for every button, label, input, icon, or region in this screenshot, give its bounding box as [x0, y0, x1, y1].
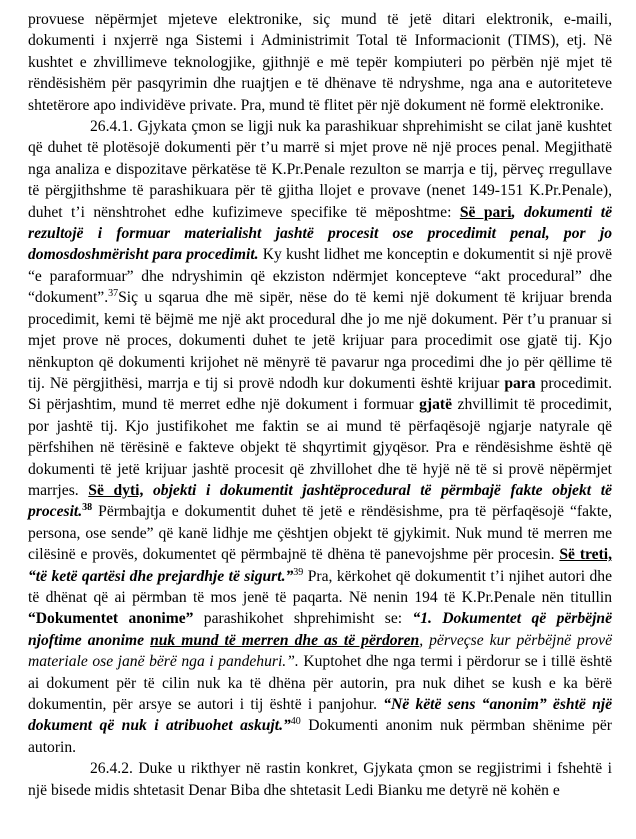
text-run: 26.4.2. Duke u rikthyer në rastin konkret, Gjykata çmon se regjistrimi i fshehtë i një bisede midis shtetasit Denar Biba dhe shtetasit Ledi Bianku me detyrë në kohën e: [28, 760, 612, 799]
emphasis-first-condition-text: , dokumenti të rezultojë i formuar materialisht jashtë procesit ose procedimit penal, por jo domosdoshmërisht para procedimit.: [28, 203, 612, 264]
quote-article-194: “1. Dokumentet që përbëjnë njoftime anonime: [28, 610, 612, 649]
footnote-ref-39[interactable]: 39: [293, 566, 304, 578]
emphasis-third-condition-text: “të ketë qartësi dhe prejardhje të sigurt.”: [28, 567, 294, 585]
emphasis-third-condition: Së treti,: [559, 546, 613, 564]
emphasis-gjate: gjatë: [419, 396, 452, 414]
quote-anonymous-definition: “Në këtë sens “anonim” është një dokument që nuk i atribuohet askujt.”: [28, 696, 612, 735]
quote-comma: ,: [419, 631, 424, 649]
text-run: procedimit. Si përjashtim, mund të merret edhe një dokument i formuar: [28, 374, 612, 414]
emphasis-article-title: “Dokumentet anonime”: [28, 610, 194, 628]
text-run: Siç u sqarua dhe më sipër, nëse do të kemi një dokument të krijuar brenda procedimit, kemi të bëjmë me një akt procedural dhe jo me një dokument. Për t’u pranuar si mjet prove në proces, dokumenti duhet te jetë krijuar para procedimit ose gjatë tij. Kjo nënkupton që dokumenti krijohet në mënyrë të pavarur nga procedimi dhe jo për qëllime të tij. Në përgjithësi, marrja e tij si provë ndodh kur dokumenti është krijuar: [28, 289, 612, 392]
text-run: parashikohet shprehimisht se:: [193, 610, 413, 628]
footnote-ref-37[interactable]: 37: [108, 288, 119, 300]
text-run: 26.4.1. Gjykata çmon se ligji nuk ka parashikuar shprehimisht se cilat janë kushtet që duhet të plotësojë dokumenti për t’u marrë si mjet prove në një proces penal. Megjithatë nga analiza e dispozitave përkatëse të K.Pr.Penale rezulton se marrja e tij, përveç rregullave të përgjithshme të parashikuara për të gjitha llojet e provave (nenet 149-151 K.Pr.Penale), duhet t’i nënshtrohet edhe kufizimeve specifike të mëposhtme:: [28, 118, 612, 221]
emphasis-second-condition-text: objekti i dokumentit jashtëprocedural të përmbajë fakte objekt të procesit.: [28, 481, 612, 521]
text-run: Kuptohet dhe nga termi i përdorur se i tillë është ai dokument për të cilin nuk ka të dhëna për autorin, pra nuk dihet se kush e ka bërë dokumentin, për arsye se autori i tij është i panjohur.: [28, 653, 613, 713]
emphasis-first-condition: Së pari: [459, 203, 512, 221]
text-run: Pra, kërkohet që dokumentit t’i njihet autori dhe të dhënat që ai përmban të mos jenë të paqarta. Në nenin 194 të K.Pr.Penale nën titullin: [28, 567, 612, 606]
text-run: Përmbajtja e dokumentit duhet të jetë e rëndësishme, pra të përfaqësojë “fakte, persona, ose sende” që kanë lidhje me çështjen objekt të gjykimit. Nuk mund të merren me cilësinë e provës, dokumentet që përmbajnë të dhëna të panevojshme për procesin.: [28, 503, 612, 564]
paragraph-26-4-2: [28, 758, 612, 801]
footnote-ref-38[interactable]: 38: [82, 502, 93, 514]
text-run: provuese nëpërmjet mjeteve elektronike, siç mund të jetë ditari elektronik, e-maili, dokumenti i nxjerrë nga Sistemi i Administrimit Total të Informacionit (TIMS), etj. Në kushtet e zhvillimeve teknologjike, gjithnjë e më tepër kompiuteri po përbën një mjet të rëndësishëm për pasqyrimin dhe ruajtjen e të dhënave të ndryshme, nga ana e autoriteteve shtetërore apo individëve private. Pra, mund të flitet për një dokument në formë elektronike.: [28, 11, 612, 114]
text-run: zhvillimit të procedimit, por jashtë tij. Kjo justifikohet me faktin se ai mund të përfaqësojë ngjarje natyrale që përfshihen në tërësinë e fakteve objekt të shqyrtimit gjyqësor. Pra e rëndësishme është që dokumenti të jetë krijuar jashtë procesit që zhvillohet dhe të hyjë në të si provë nëpërmjet marrjes.: [28, 396, 612, 499]
quote-article-194-underlined: nuk mund të merren dhe as të përdoren: [150, 631, 420, 649]
paragraph-intro-continuation: [28, 9, 612, 116]
quote-article-194-exception: përveçse kur përbëjnë provë materiale ose janë bërë nga i pandehuri.”.: [28, 631, 612, 671]
footnote-ref-40[interactable]: 40: [290, 716, 301, 728]
text-run: Dokumenti anonim nuk përmban shënime për autorin.: [28, 717, 612, 756]
paragraph-26-4-1: [28, 116, 612, 758]
emphasis-second-condition: Së dyti,: [88, 481, 144, 499]
emphasis-para: para: [504, 374, 536, 392]
text-run: Ky kusht lidhet me konceptin e dokumentit si një provë “e paraformuar” dhe ndryshimin që ekziston ndërmjet koncepteve “akt procedural” dhe “dokument”.: [28, 246, 612, 307]
